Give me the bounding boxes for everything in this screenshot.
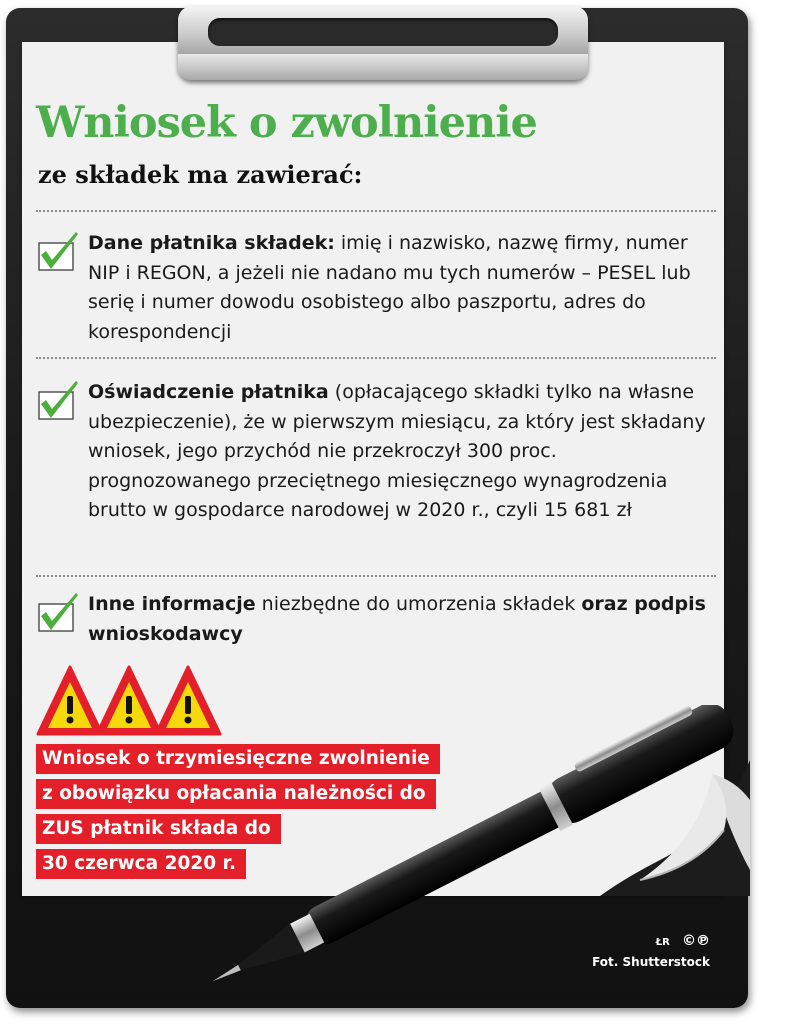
- item-text: [88, 590, 724, 649]
- item-label: Inne informacje: [88, 593, 256, 615]
- divider: [36, 210, 716, 212]
- divider: [36, 575, 716, 577]
- photo-credit: Fot. Shutterstock: [592, 955, 710, 969]
- checkmark-icon: [36, 378, 82, 422]
- author-initials: ŁR: [655, 937, 670, 948]
- item-text: [88, 229, 724, 347]
- item-description: imię i nazwisko, nazwę firmy, numer NIP i REGON, a jeżeli nie nadano mu tych numerów – PESEL lub serię i numer dowodu osobistego albo paszportu, adres do korespondencji: [88, 232, 691, 343]
- copyright-mark: ©℗: [682, 933, 710, 949]
- item-label: Oświadczenie płatnika: [88, 381, 329, 403]
- checkmark-icon: [36, 229, 82, 273]
- item-description: niezbędne do umorzenia składek: [255, 593, 582, 615]
- warning-triangle-icon: [38, 667, 102, 734]
- banner-line: 30 czerwca 2020 r.: [36, 849, 246, 879]
- checkmark-icon: [36, 590, 82, 634]
- item-label-extra: oraz podpis wnioskodawcy: [88, 593, 706, 645]
- warning-triangle-icon: [97, 667, 161, 734]
- banner-line: ZUS płatnik składa do: [36, 814, 281, 844]
- page-title: Wniosek o zwolnienie: [36, 98, 537, 148]
- banner-line: Wniosek o trzymiesięczne zwolnienie: [36, 744, 440, 774]
- credit-initials: [656, 933, 710, 949]
- item-text: [88, 378, 724, 526]
- item-label: Dane płatnika składek:: [88, 232, 335, 254]
- page-subtitle: ze składek ma zawierać:: [38, 160, 363, 189]
- divider: [36, 357, 716, 359]
- banner-line: z obowiązku opłacania należności do: [36, 779, 436, 809]
- item-description: (opłacającego składki tylko na własne ubezpieczenie), że w pierwszym miesiącu, za który jest składany wniosek, jego przychód nie przekroczył 300 proc. prognozowanego przeciętnego miesięcznego wynagrodzenia brutto w gospodarce narodowej w 2020 r., czyli 15 681 zł: [88, 381, 706, 521]
